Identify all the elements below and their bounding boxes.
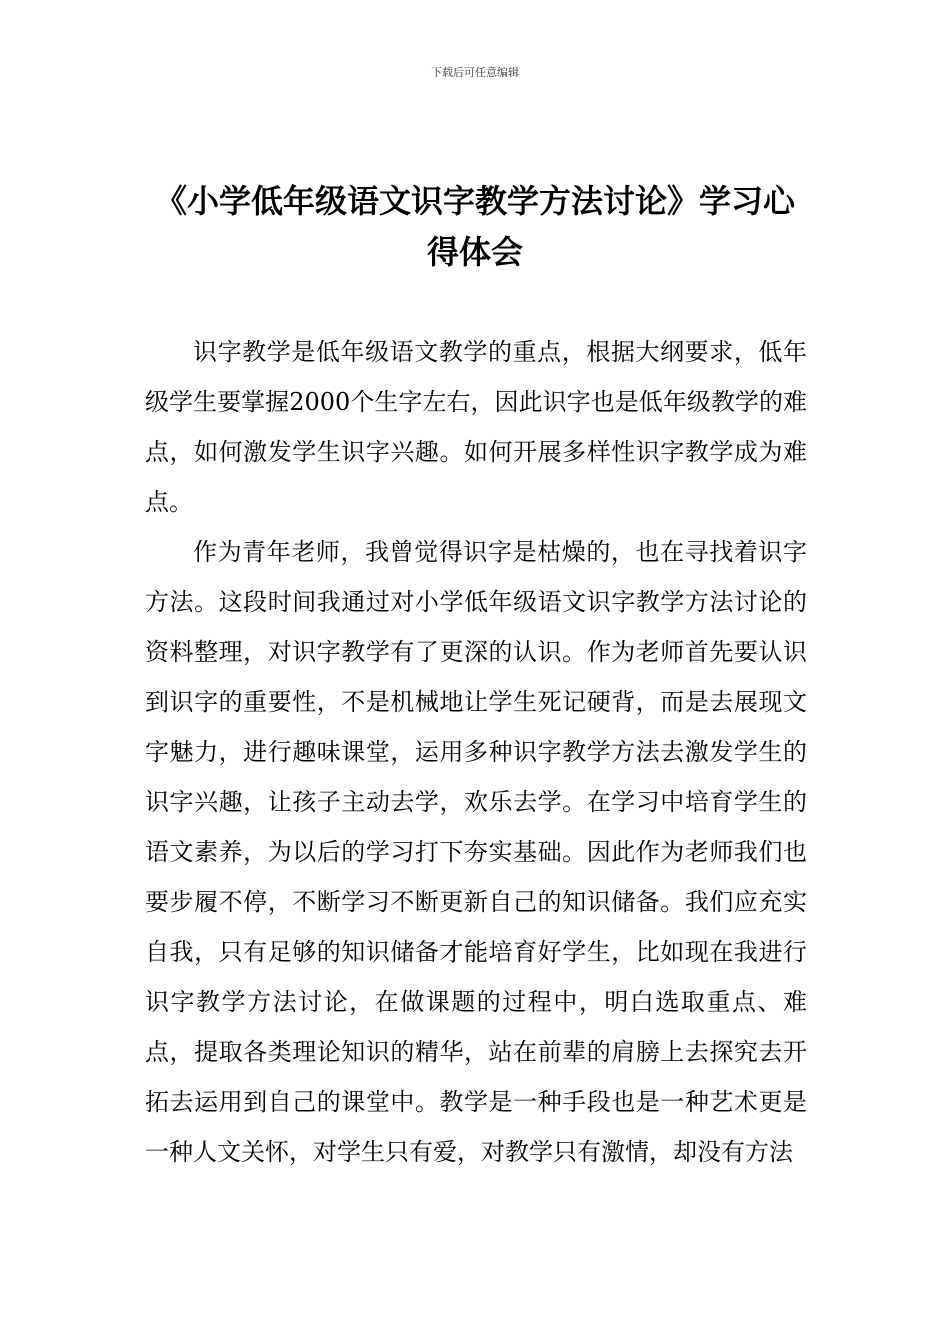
document-title: 《小学低年级语文识字教学方法讨论》学习心得体会	[154, 182, 795, 271]
paragraph-2: 作为青年老师，我曾觉得识字是枯燥的，也在寻找着识字方法。这段时间我通过对小学低年级语文识字教学方法讨论的资料整理，对识字教学有了更深的认识。作为老师首先要认识到识字的重要性，不是机械地让学生死记硬背，而是去展现文字魅力，进行趣味课堂，运用多种识字教学方法去激发学生的识字兴趣，让孩子主动去学，欢乐去学。在学习中培育学生的语文素养，为以后的学习打下夯实基础。因此作为老师我们也要步履不停，不断学习不断更新自己的知识储备。我们应充实自我，只有足够的知识储备才能培育好学生，比如现在我进行识字教学方法讨论，在做课题的过程中，明白选取重点、难点，提取各类理论知识的精华，站在前辈的肩膀上去探究去开拓去运用到自己的课堂中。教学是一种手段也是一种艺术更是一种人文关怀，对学生只有爱，对教学只有激情，却没有方法	[145, 538, 807, 1166]
paragraph-1: 识字教学是低年级语文教学的重点，根据大纲要求，低年级学生要掌握2000个生字左右，因此识字也是低年级教学的难点，如何激发学生识字兴趣。如何开展多样性识字教学成为难点。	[145, 338, 807, 516]
document-body	[145, 327, 807, 1177]
header-note: 下载后可任意编辑	[431, 66, 519, 79]
